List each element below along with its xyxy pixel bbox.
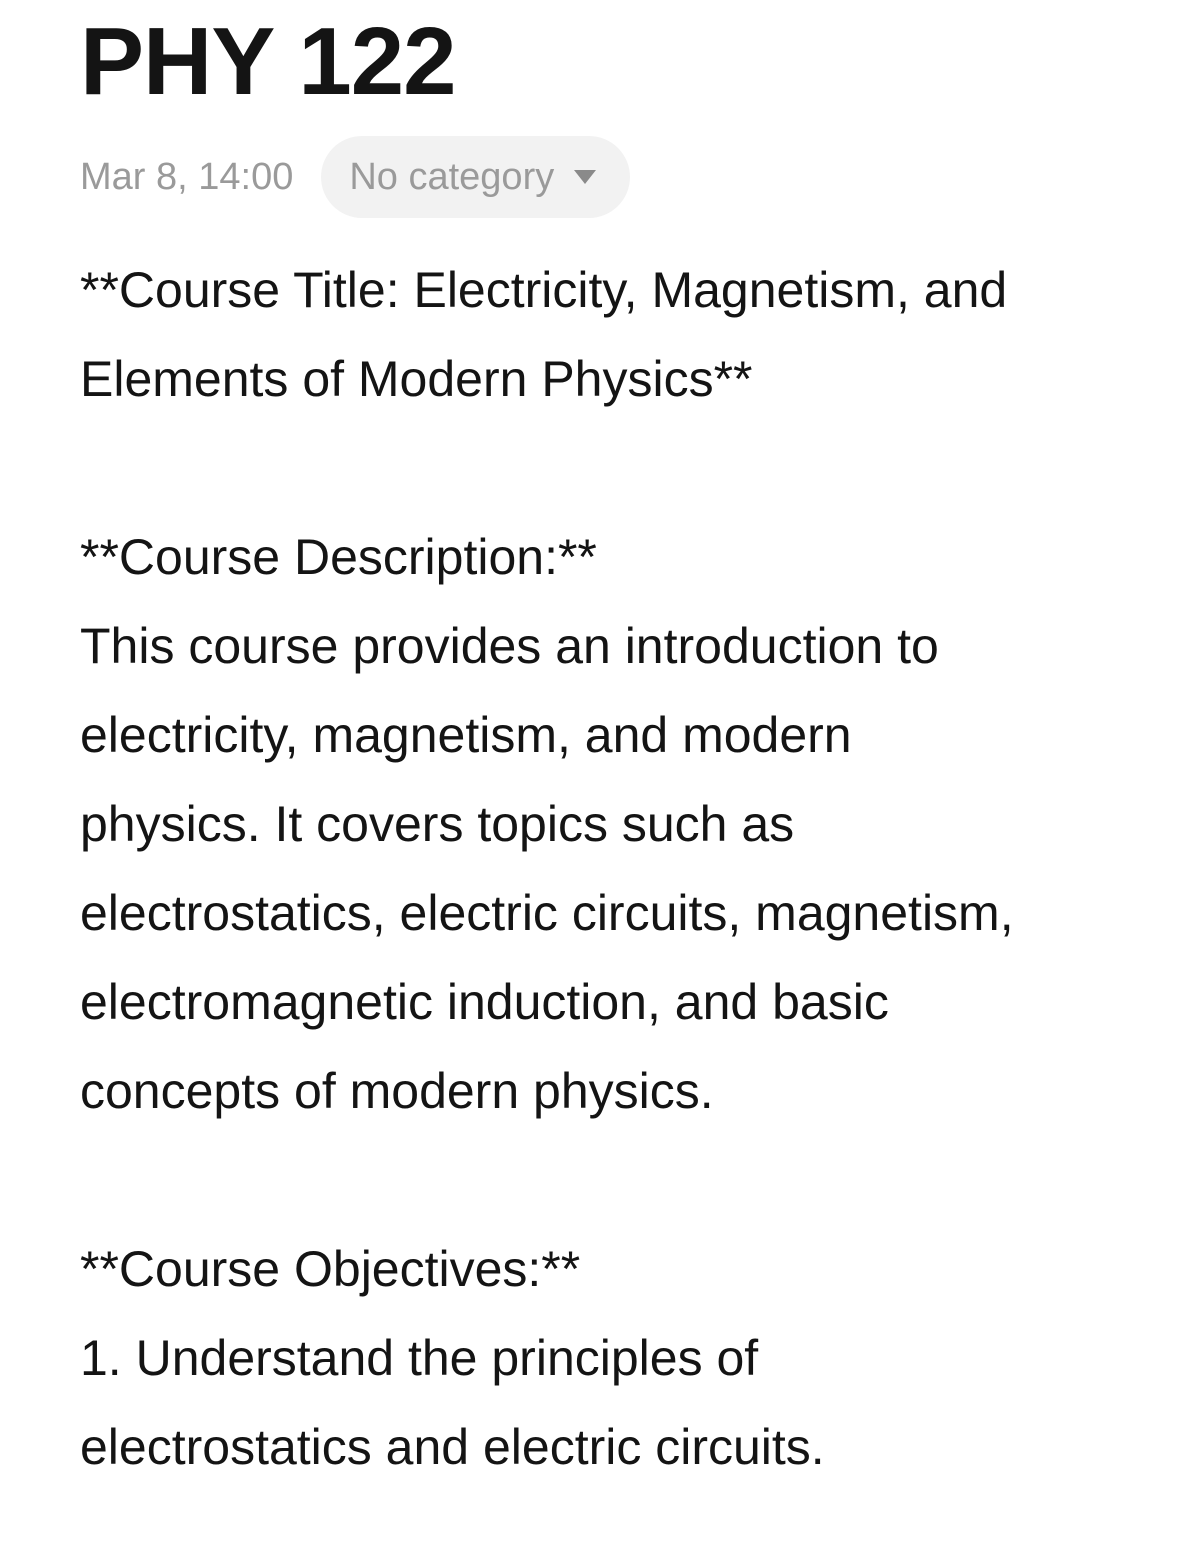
body-blank-line — [80, 424, 1130, 513]
category-dropdown[interactable] — [321, 136, 630, 218]
body-line: **Course Description:** — [80, 529, 597, 585]
body-line: **Course Objectives:** — [80, 1241, 581, 1297]
note-editor — [80, 0, 1130, 1492]
note-title[interactable]: PHY 122 — [80, 8, 456, 115]
body-blank-line — [80, 1136, 1130, 1225]
note-body[interactable] — [80, 246, 1130, 1492]
body-line: electromagnetic induction, and basic — [80, 974, 889, 1030]
body-line: concepts of modern physics. — [80, 1063, 714, 1119]
body-line: electrostatics and electric circuits. — [80, 1419, 825, 1475]
category-label: No category — [349, 155, 555, 198]
body-line: electrostatics, electric circuits, magnetism, — [80, 885, 1014, 941]
note-meta-row — [80, 136, 1130, 218]
body-line: 1. Understand the principles of — [80, 1330, 759, 1386]
body-line: This course provides an introduction to — [80, 618, 939, 674]
note-date: Mar 8, 14:00 — [80, 155, 294, 198]
body-line: electricity, magnetism, and modern — [80, 707, 852, 763]
caret-down-icon — [574, 170, 596, 184]
body-line: **Course Title: Electricity, Magnetism, and — [80, 262, 1008, 318]
body-line: Elements of Modern Physics** — [80, 351, 753, 407]
body-line: physics. It covers topics such as — [80, 796, 795, 852]
